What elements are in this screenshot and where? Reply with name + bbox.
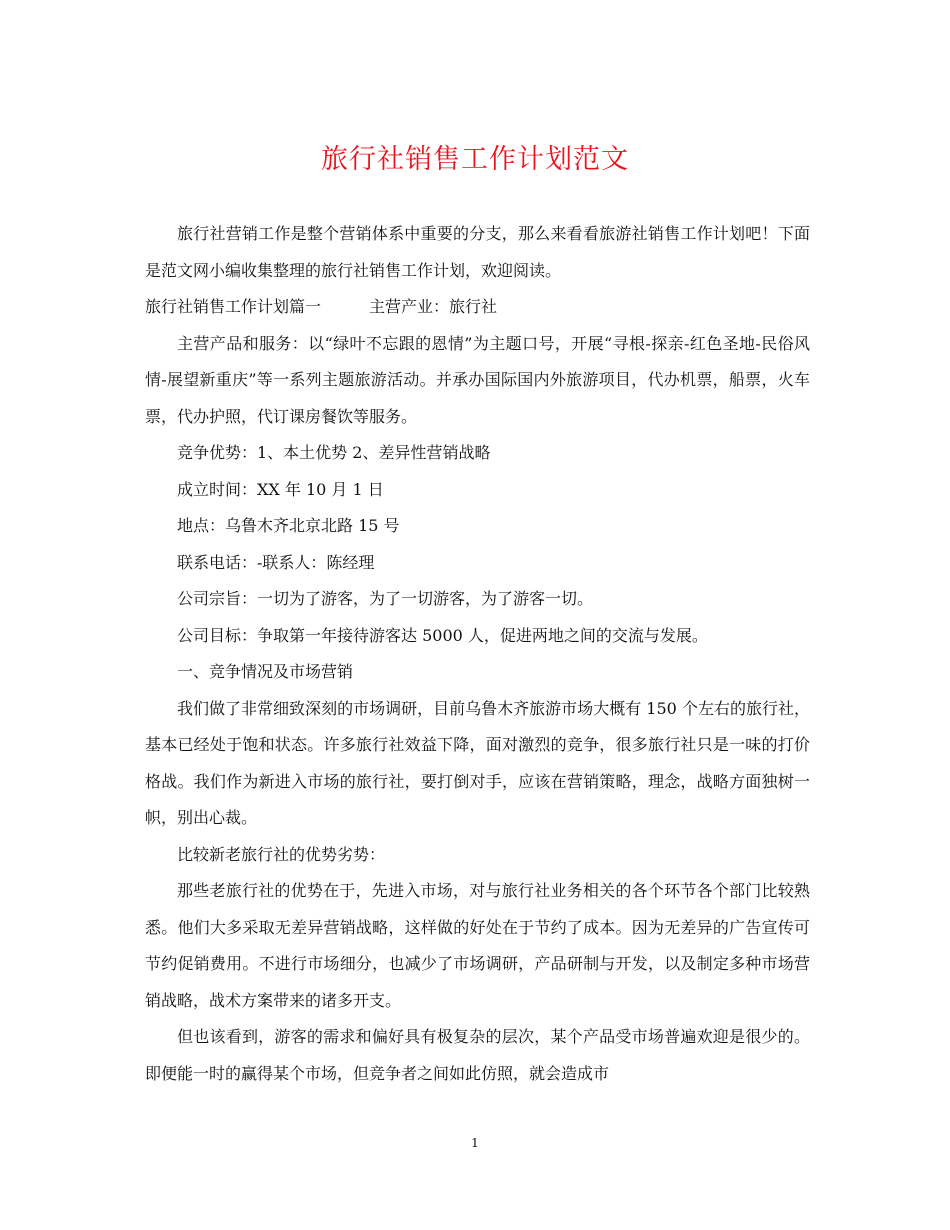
paragraph-contact: 联系电话：-联系人：陈经理	[177, 552, 375, 572]
paragraph-comparison-heading: 比较新老旅行社的优势劣势：	[177, 844, 386, 864]
section-heading-competition: 一、竞争情况及市场营销	[177, 662, 354, 681]
paragraph-intro: 旅行社营销工作是整个营销体系中重要的分支，那么来看看旅游社销售工作计划吧！下面是范文网小编收集整理的旅行社销售工作计划，欢迎阅读。	[145, 224, 810, 280]
document-body	[145, 216, 810, 1092]
main-industry: 主营产业：旅行社	[369, 297, 498, 316]
paragraph-products-services: 主营产品和服务：以“绿叶不忘跟的恩情”为主题口号，开展“寻根-探亲-红色圣地-民俗风情-展望新重庆”等一系列主题旅游活动。并承办国际国内外旅游项目，代办机票，船票，火车票，代办护照，代订课房餐饮等服务。	[145, 333, 810, 426]
paragraph-founded-date: 成立时间：XX 年 10 月 1 日	[177, 479, 384, 499]
plan-section-title: 旅行社销售工作计划篇一	[145, 297, 322, 316]
paragraph-market-research: 我们做了非常细致深刻的市场调研，目前乌鲁木齐旅游市场大概有 150 个左右的旅行社，基本已经处于饱和状态。许多旅行社效益下降，面对激烈的竞争，很多旅行社只是一味的打价格战。我们作为新进入市场的旅行社，要打倒对手，应该在营销策略，理念，战略方面独树一帜，别出心裁。	[145, 698, 810, 827]
paragraph-goal: 公司目标：争取第一年接待游客达 5000 人，促进两地之间的交流与发展。	[177, 625, 708, 645]
paragraph-old-agencies: 那些老旅行社的优势在于，先进入市场，对与旅行社业务相关的各个环节各个部门比较熟悉。他们大多采取无差异营销战略，这样做的好处在于节约了成本。因为无差异的广告宣传可节约促销费用。不进行市场细分，也减少了市场调研，产品研制与开发，以及制定多种市场营销战略，战术方案带来的诸多开支。	[145, 881, 810, 1010]
document-title: 旅行社销售工作计划范文	[321, 144, 629, 175]
page-number: 1	[471, 1136, 479, 1150]
plan-section-line	[145, 289, 810, 326]
paragraph-customer-needs: 但也该看到，游客的需求和偏好具有极复杂的层次，某个产品受市场普遍欢迎是很少的。即便能一时的赢得某个市场，但竞争者之间如此仿照，就会造成市	[145, 1027, 810, 1083]
paragraph-purpose: 公司宗旨：一切为了游客，为了一切游客，为了游客一切。	[177, 589, 594, 608]
paragraph-location: 地点：乌鲁木齐北京北路 15 号	[177, 516, 400, 535]
paragraph-competitive-advantage: 竞争优势：1、本土优势 2、差异性营销战略	[177, 443, 491, 462]
